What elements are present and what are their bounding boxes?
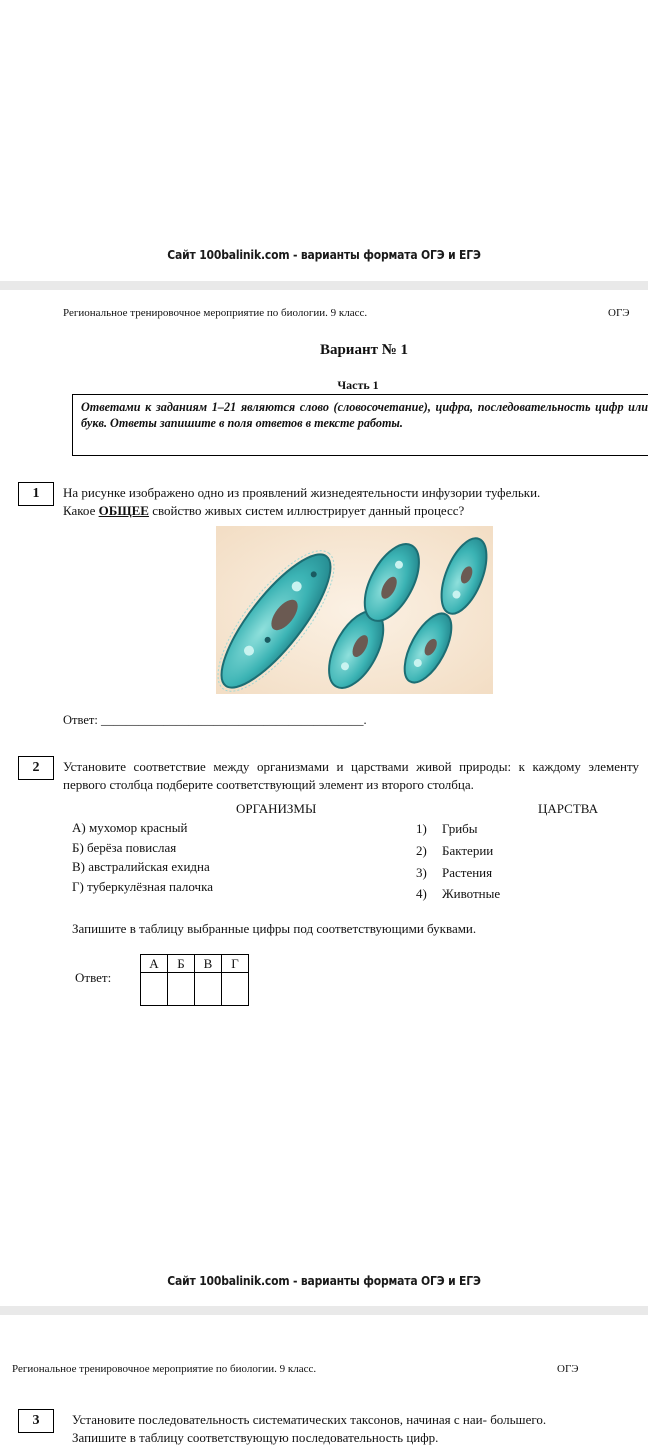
instruction-box: Ответами к заданиям 1–21 являются слово (словосочетание), цифра, последовательность цифр или букв. Ответы запишите в поля ответов в тексте работы.: [72, 394, 648, 456]
kingdom-item: 3) Растения: [416, 865, 493, 880]
paramecium-image: [216, 526, 493, 694]
table-instruction: Запишите в таблицу выбранные цифры под соответствующими буквами.: [72, 921, 477, 936]
table-header-cell: Б: [168, 955, 195, 973]
table-header-cell: В: [195, 955, 222, 973]
question-1-line2: Какое ОБЩЕЕ свойство живых систем иллюстрирует данный процесс?: [63, 503, 465, 518]
kingdom-item: 2) Бактерии: [416, 843, 494, 858]
variant-title: Вариант № 1: [319, 342, 409, 358]
table-header-cell: Г: [222, 955, 249, 973]
page-header-right: ОГЭ: [557, 1363, 579, 1375]
site-banner: Сайт 100balinik.com - варианты формата ОГЭ и ЕГЭ: [167, 248, 481, 262]
organisms-header: ОРГАНИЗМЫ: [236, 801, 317, 816]
answer-label-2: Ответ:: [75, 970, 112, 985]
question-number-1: 1: [18, 482, 54, 506]
page-header-right: ОГЭ: [608, 307, 630, 319]
answer-cell[interactable]: [222, 973, 249, 1006]
page-divider: [0, 1306, 648, 1315]
answer-label-1: Ответ:: [63, 713, 101, 727]
organism-item: Г) туберкулёзная палочка: [72, 879, 213, 894]
kingdoms-header: ЦАРСТВА: [538, 801, 599, 816]
answer-line-1[interactable]: __________________________________________.: [100, 713, 367, 727]
organism-item: Б) берёза повислая: [72, 840, 177, 855]
kingdom-item: 1) Грибы: [416, 821, 478, 836]
site-banner: Сайт 100balinik.com - варианты формата ОГЭ и ЕГЭ: [167, 1274, 481, 1288]
answer-cell[interactable]: [141, 973, 168, 1006]
page-header-left: Региональное тренировочное мероприятие по биологии. 9 класс.: [63, 307, 368, 319]
question-number-2: 2: [18, 756, 54, 780]
question-2-text: Установите соответствие между организмами и царствами живой природы: к каждому элементу первого столбца подберите соответствующий элемент из второго столбца.: [63, 759, 639, 792]
question-1-text: [63, 484, 643, 520]
part-title: Часть 1: [337, 378, 379, 392]
organism-item: А) мухомор красный: [72, 820, 188, 835]
page-divider: [0, 281, 648, 290]
page-header-left: Региональное тренировочное мероприятие по биологии. 9 класс.: [12, 1363, 317, 1375]
kingdom-item: 4) Животные: [416, 886, 501, 901]
emphasis-word: ОБЩЕЕ: [98, 503, 149, 518]
question-3-text: Установите последовательность систематических таксонов, начиная с наи- большего. Запишите в таблицу соответствующую последовательность цифр.: [72, 1412, 547, 1445]
answer-cell[interactable]: [195, 973, 222, 1006]
answer-cell[interactable]: [168, 973, 195, 1006]
question-1-line1: На рисунке изображено одно из проявлений жизнедеятельности инфузории туфельки.: [63, 485, 541, 500]
table-header-cell: А: [141, 955, 168, 973]
organism-item: В) австралийская ехидна: [72, 859, 210, 874]
answer-row-1: [63, 713, 367, 728]
answer-table: [140, 954, 249, 1006]
question-number-3: 3: [18, 1409, 54, 1433]
